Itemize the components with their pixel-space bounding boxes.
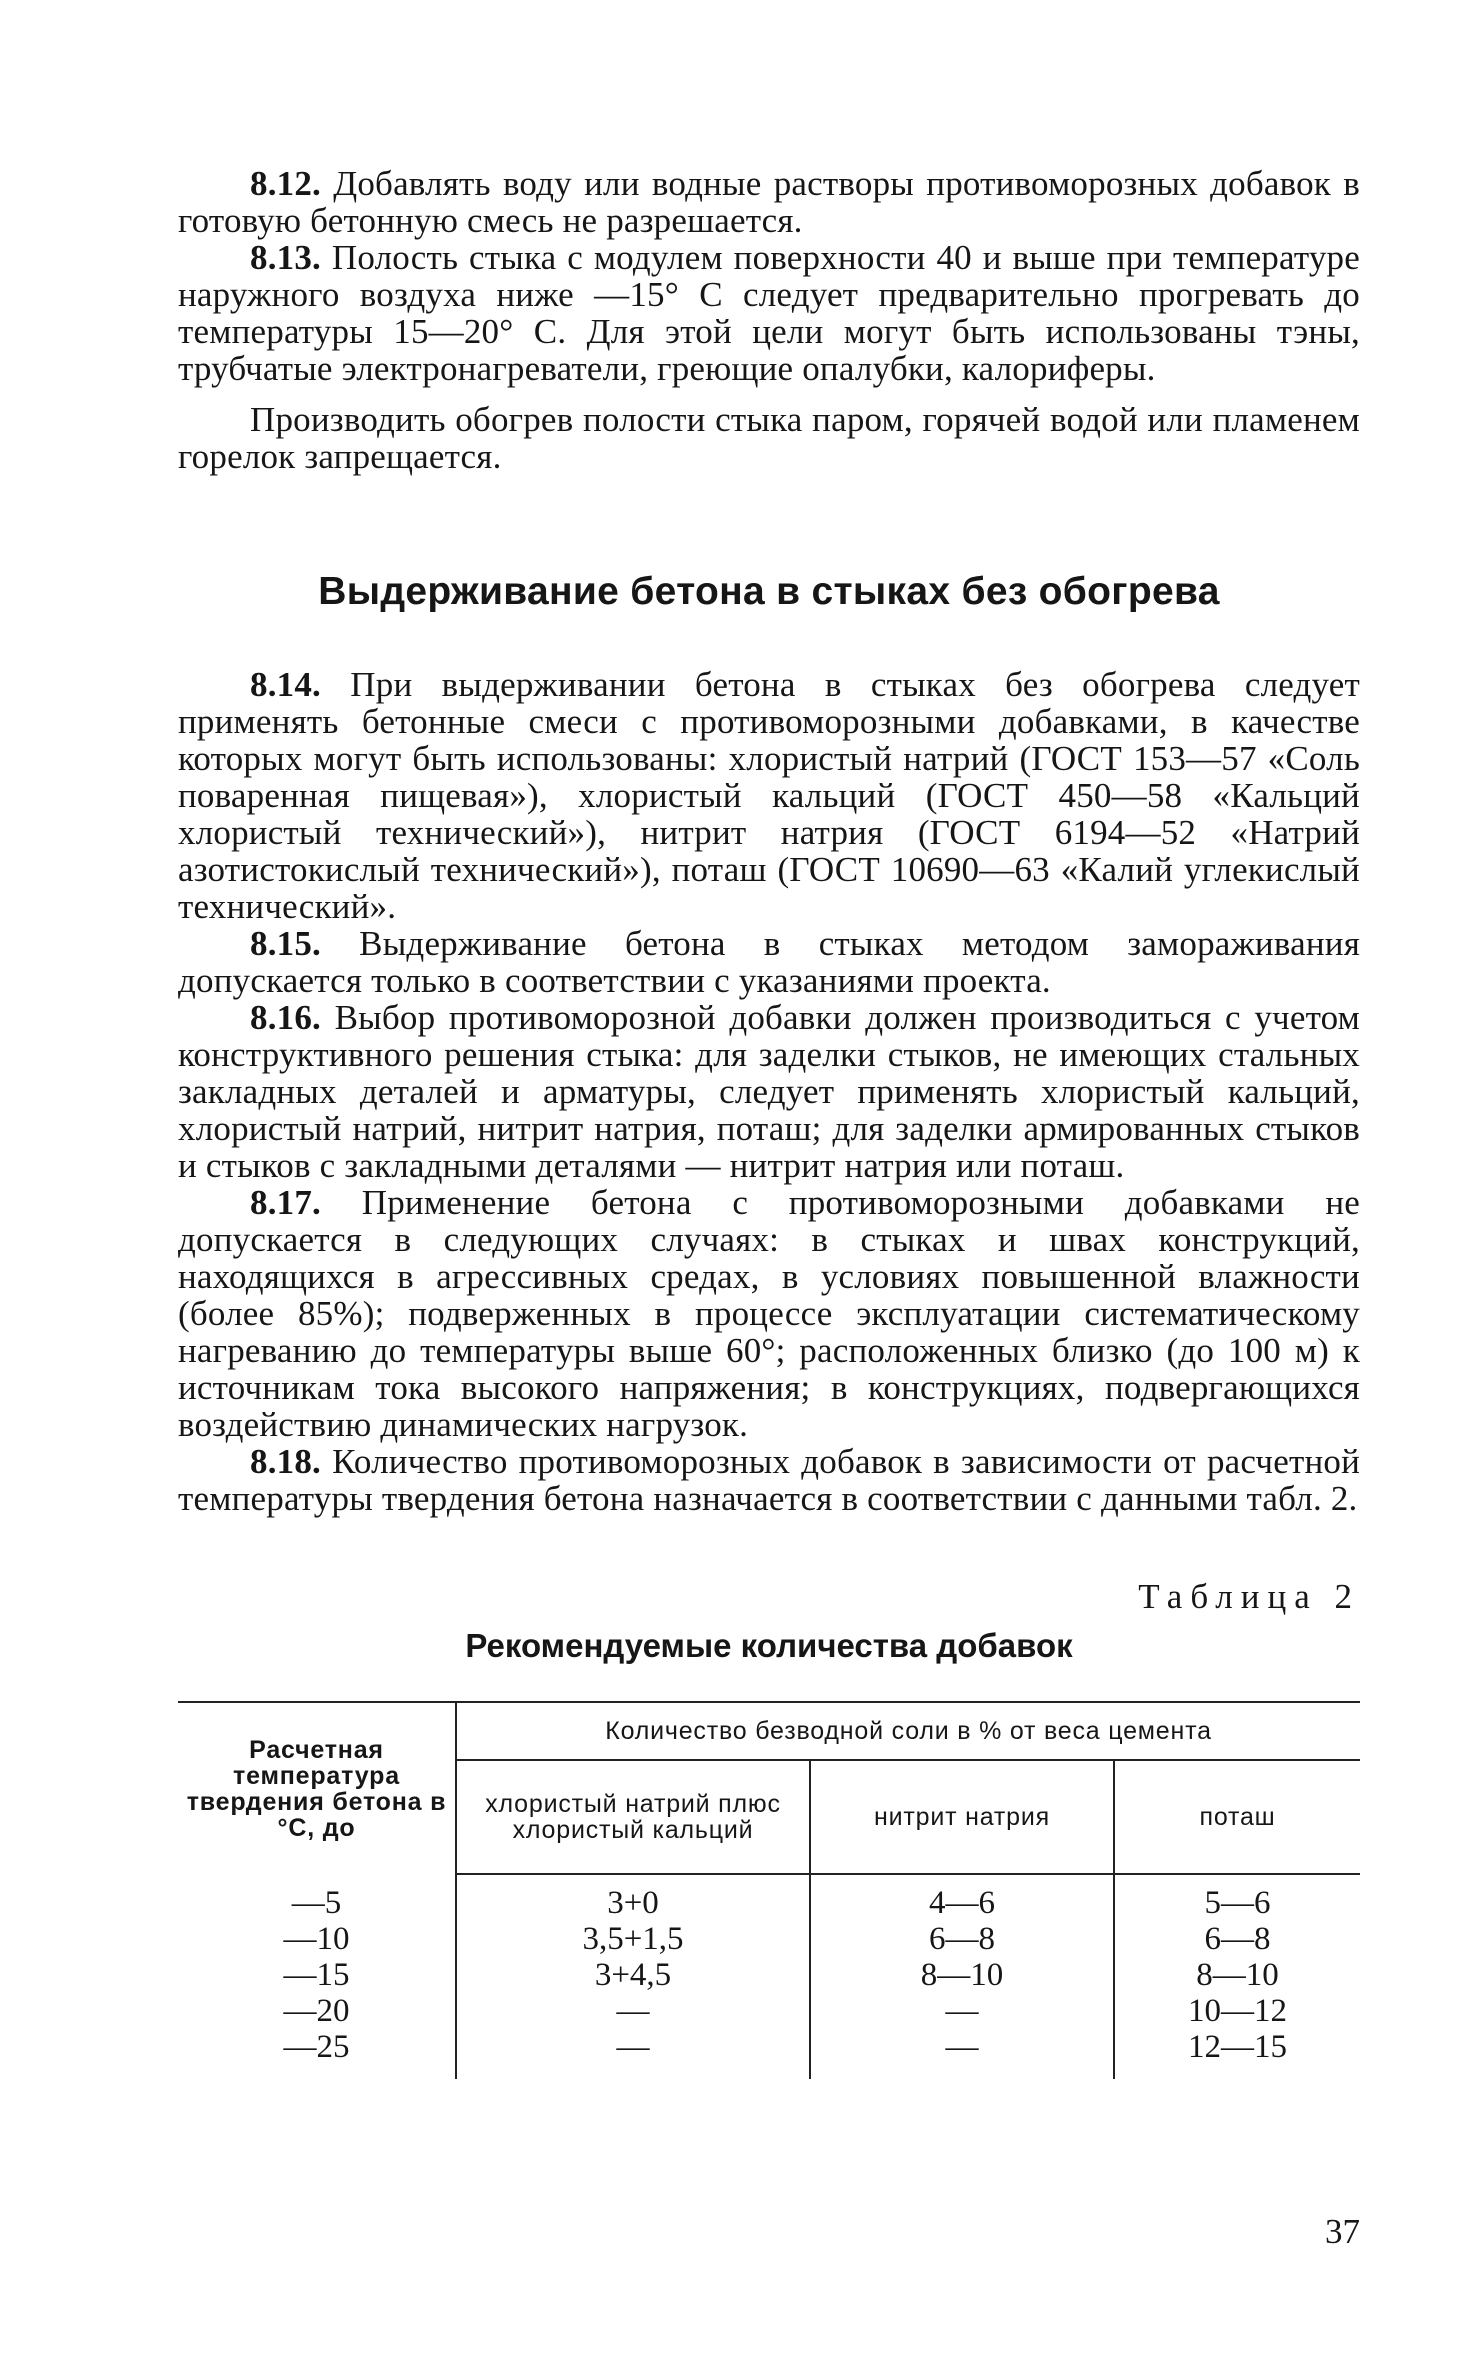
paragraph-8-14 <box>178 666 1360 925</box>
header-sodium-nitrite: нитрит натрия <box>810 1760 1114 1874</box>
cell-potash: 10—12 <box>1188 1993 1287 2029</box>
cell-nitrite: — <box>810 2029 1114 2079</box>
cell-potash: 5—6 <box>1204 1885 1271 1921</box>
cell-chlorides: 3+0 <box>456 1874 810 1921</box>
paragraph-8-18 <box>178 1443 1360 1517</box>
paragraph-heating-prohibited <box>178 401 1360 475</box>
table-row <box>178 1957 1360 1993</box>
cell-chlorides: — <box>456 2029 810 2079</box>
table-row <box>178 2029 1360 2079</box>
document-page <box>178 165 1360 2079</box>
clause-text: Добавлять воду или водные растворы противоморозных добавок в готовую бетонную смесь не разрешается. <box>178 164 1360 240</box>
header-salt-amount: Количество безводной соли в % от веса цемента <box>456 1702 1360 1760</box>
clause-number: 8.18. <box>250 1442 321 1481</box>
table-row <box>178 1993 1360 2029</box>
paragraph-8-17 <box>178 1184 1360 1443</box>
clause-text: Выдерживание бетона в стыках методом замораживания допускается только в соответствии с указаниями проекта. <box>178 924 1360 1000</box>
paragraph-8-12 <box>178 165 1360 239</box>
cell-chlorides: — <box>456 1993 810 2029</box>
table-row <box>178 1874 1360 1921</box>
table-label: Таблица 2 <box>1138 1577 1360 1616</box>
paragraphs-main <box>178 666 1360 1517</box>
cell-potash: 8—10 <box>1196 1957 1279 1993</box>
clause-number: 8.13. <box>250 238 321 277</box>
paragraph-8-16 <box>178 999 1360 1184</box>
paragraph-8-15 <box>178 925 1360 999</box>
clause-number: 8.15. <box>250 924 321 963</box>
cell-temperature: —15 <box>178 1957 456 1993</box>
clause-text: Выбор противоморозной добавки должен производиться с учетом конструктивного решения стыка: для заделки стыков, не имеющих стальных закладных деталей и арматуры, следует применять хлористый кальций, хлористый натрий, нитрит натрия, поташ; для заделки армированных стыков и стыков с закладными деталями — нитрит натрия или поташ. <box>178 998 1361 1185</box>
header-sodium-calcium-chloride: хлористый натрий плюс хлористый кальций <box>456 1760 810 1874</box>
cell-potash: 6—8 <box>1204 1921 1271 1957</box>
cell-nitrite: — <box>810 1993 1114 2029</box>
clause-text: Применение бетона с противоморозными добавками не допускается в следующих случаях: в стыках и швах конструкций, находящихся в агрессивных средах, в условиях повышенной влажности (более 85%); подверженных в процессе эксплуатации систематическому нагреванию до температуры выше 60°; расположенных близко (до 100 м) к источникам тока высокого напряжения; в конструкциях, подвергающихся воздействию динамических нагрузок. <box>178 1183 1360 1444</box>
cell-temperature: —5 <box>178 1874 456 1921</box>
header-potash: поташ <box>1114 1760 1360 1874</box>
cell-nitrite: 4—6 <box>810 1874 1114 1921</box>
cell-nitrite: 6—8 <box>810 1921 1114 1957</box>
table-title: Рекомендуемые количества добавок <box>465 1627 1073 1664</box>
page-number: 37 <box>1325 2212 1360 2251</box>
paragraphs-top <box>178 165 1360 475</box>
clause-number: 8.12. <box>250 164 321 203</box>
additives-table <box>178 1701 1360 2079</box>
clause-text: Полость стыка с модулем поверхности 40 и выше при температуре наружного воздуха ниже —15° С следует предварительно прогревать до температуры 15—20° С. Для этой цели могут быть использованы тэны, трубчатые электронагреватели, греющие опалубки, калориферы. <box>178 238 1360 388</box>
header-temperature: Расчетная температура твердения бетона в °С, до <box>178 1702 456 1874</box>
cell-potash: 12—15 <box>1188 2029 1287 2065</box>
cell-chlorides: 3+4,5 <box>456 1957 810 1993</box>
section-heading: Выдерживание бетона в стыках без обогрева <box>318 570 1220 613</box>
cell-chlorides: 3,5+1,5 <box>456 1921 810 1957</box>
cell-temperature: —10 <box>178 1921 456 1957</box>
paragraph-8-13 <box>178 239 1360 387</box>
cell-nitrite: 8—10 <box>810 1957 1114 1993</box>
clause-text: Количество противоморозных добавок в зависимости от расчетной температуры твердения бетона назначается в соответствии с данными табл. 2. <box>178 1442 1361 1518</box>
cell-temperature: —20 <box>178 1993 456 2029</box>
clause-number: 8.16. <box>250 998 321 1037</box>
clause-text: Производить обогрев полости стыка паром, горячей водой или пламенем горелок запрещается. <box>178 400 1360 476</box>
table-row <box>178 1921 1360 1957</box>
clause-text: При выдерживании бетона в стыках без обогрева следует применять бетонные смеси с противоморозными добавками, в качестве которых могут быть использованы: хлористый натрий (ГОСТ 153—57 «Соль поваренная пищевая»), хлористый кальций (ГОСТ 450—58 «Кальций хлористый технический»), нитрит натрия (ГОСТ 6194—52 «Натрий азотистокислый технический»), поташ (ГОСТ 10690—63 «Калий углекислый технический». <box>178 665 1360 926</box>
cell-temperature: —25 <box>178 2029 456 2079</box>
clause-number: 8.17. <box>250 1183 321 1222</box>
clause-number: 8.14. <box>250 665 321 704</box>
